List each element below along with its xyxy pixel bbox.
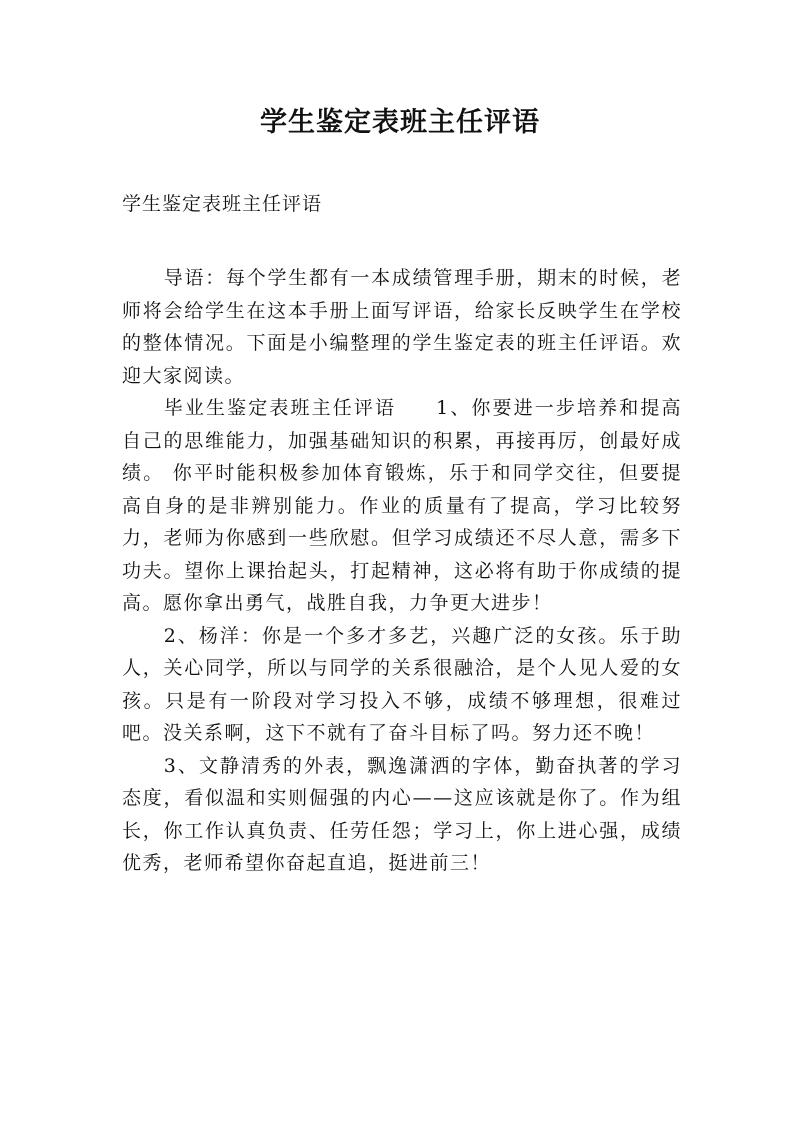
page-title: 学生鉴定表班主任评语 [260, 107, 540, 138]
comment-1-text: 1、你要进一步培养和提高自己的思维能力，加强基础知识的积累，再接再厉，创最好成绩。 你平时能积极参加体育锻炼，乐于和同学交往，但要提高自身的是非辨别能力。作业的质量有了提高，学习比较努力，老师为你感到一些欣慰。但学习成绩还不尽人意，需多下功夫。望你上课抬起头，打起精神，这必将有助于你成绩的提高。愿你拿出勇气，战胜自我，力争更大进步！ [122, 397, 682, 614]
comment-paragraph-1 [122, 392, 682, 620]
comment-paragraph-3: 3、文静清秀的外表，飘逸潇洒的字体，勤奋执著的学习态度，看似温和实则倔强的内心——这应该就是你了。作为组长，你工作认真负责、任劳任怨；学习上，你上进心强，成绩优秀，老师希望你奋起直追，挺进前三！ [122, 754, 682, 874]
section-heading: 毕业生鉴定表班主任评语 [163, 397, 397, 419]
comment-paragraph-2: 2、杨洋：你是一个多才多艺，兴趣广泛的女孩。乐于助人，关心同学，所以与同学的关系很融洽，是个人见人爱的女孩。只是有一阶段对学习投入不够，成绩不够理想，很难过吧。没关系啊，这下不就有了奋斗目标了吗。努力还不晚！ [122, 624, 682, 744]
document-body [122, 262, 682, 880]
intro-paragraph: 导语：每个学生都有一本成绩管理手册，期末的时候，老师将会给学生在这本手册上面写评语，给家长反映学生在学校的整体情况。下面是小编整理的学生鉴定表的班主任评语。欢迎大家阅读。 [122, 267, 682, 387]
document-subtitle: 学生鉴定表班主任评语 [122, 193, 323, 215]
